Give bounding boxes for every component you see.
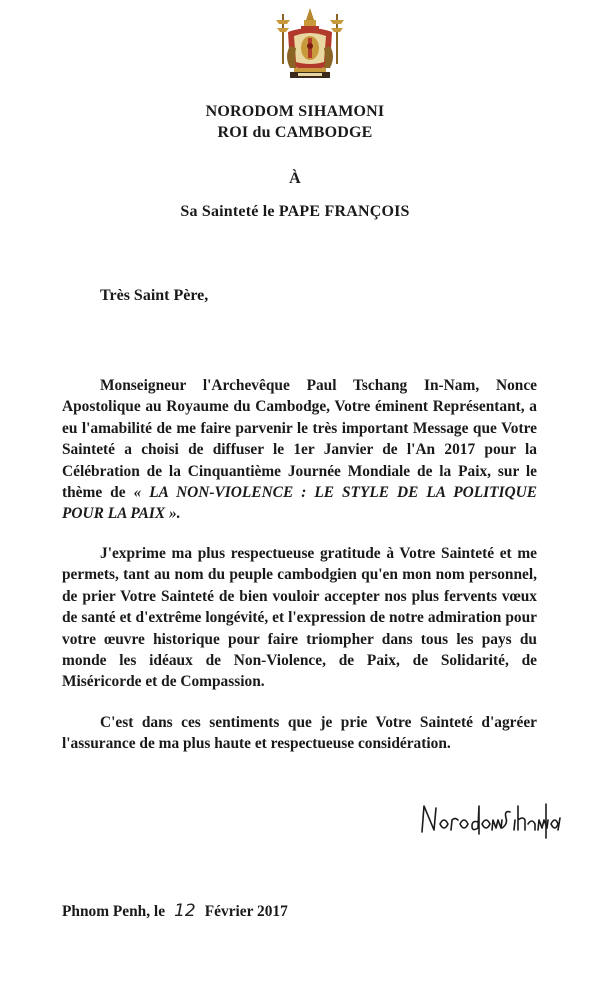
sender-title: ROI du CAMBODGE (217, 124, 373, 141)
paragraph-1-text: Monseigneur l'Archevêque Paul Tschang In-Nam, Nonce Apostolique au Royaume du Cambodge, Votre éminent Représentant, a eu l'amabilité de me faire parvenir le très important Message que Votre Sainteté a choisi de diffuser le 1er Janvier de l'An 2017 pour la Célébration de la Cinquantième Journée Mondiale de la Paix, sur le thème de (62, 377, 537, 502)
addressed-to-marker: À (289, 170, 301, 187)
body-paragraph-3: C'est dans ces sentiments que je prie Votre Sainteté d'agréer l'assurance de ma plus haute et respectueuse considération. (62, 714, 537, 753)
sender-name: NORODOM SIHAMONI (205, 103, 385, 120)
salutation: Très Saint Père, (100, 287, 209, 304)
handwritten-signature (418, 800, 563, 840)
message-theme: « LA NON-VIOLENCE : LE STYLE DE LA POLITIQUE POUR LA PAIX ». (62, 484, 537, 523)
body-paragraph-2: J'exprime ma plus respectueuse gratitude à Votre Sainteté et me permets, tant au nom du peuple cambodgien qu'en mon nom personnel, de prier Votre Sainteté de bien vouloir accepter nos plus fervents vœux de santé et d'extrême longévité, et l'expression de notre admiration pour votre œuvre historique pour faire triompher dans tous les pays du monde les idéaux de Non-Violence, de Paix, de Solidarité, de Miséricorde et de Compassion. (62, 545, 537, 691)
royal-arms-emblem (272, 6, 348, 84)
place: Phnom Penh, le (62, 903, 166, 920)
month-year: Février 2017 (204, 903, 288, 920)
handwritten-day: 12 (174, 901, 196, 921)
body-paragraph-1 (62, 375, 537, 525)
recipient-line: Sa Sainteté le PAPE FRANÇOIS (180, 203, 410, 220)
place-and-date (62, 901, 288, 921)
